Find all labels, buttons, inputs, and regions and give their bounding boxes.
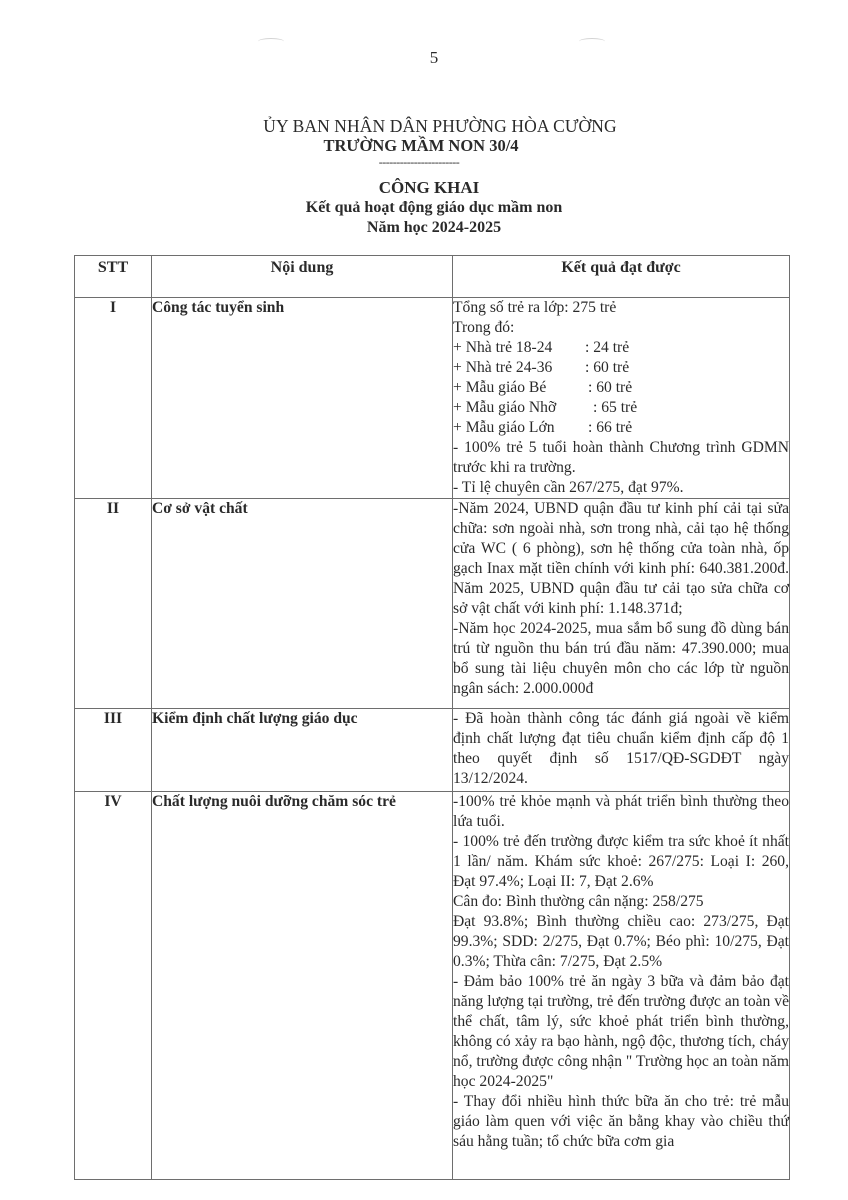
row-number: IV bbox=[75, 792, 152, 1180]
school-name: TRƯỜNG MẦM NON 30/4 bbox=[323, 136, 519, 155]
document-subtitle: Kết quả hoạt động giáo dục mầm non bbox=[305, 199, 563, 216]
breakdown-intro: Trong đó: bbox=[453, 319, 515, 336]
column-header-content: Nội dung bbox=[152, 256, 453, 298]
result-paragraph: -Năm học 2024-2025, mua sắm bổ sung đồ dùng bán trú từ nguồn thu bán trú đầu năm: 47.390.000; mua bổ sung tài liệu chuyên môn cho các lớp từ nguồn ngân sách: 2.000.000đ bbox=[453, 620, 789, 697]
breakdown-item: + Nhà trẻ 24-36 : 60 trẻ bbox=[453, 359, 630, 376]
page-number: 5 bbox=[429, 48, 439, 67]
row-result bbox=[453, 298, 790, 499]
breakdown-item: + Mẫu giáo Nhỡ : 65 trẻ bbox=[453, 399, 638, 416]
breakdown-item: + Nhà trẻ 18-24 : 24 trẻ bbox=[453, 339, 630, 356]
row-number: III bbox=[75, 709, 152, 792]
row-content: Công tác tuyển sinh bbox=[152, 298, 453, 499]
column-header-result: Kết quả đạt được bbox=[453, 256, 790, 298]
row-number: II bbox=[75, 499, 152, 709]
enrollment-total: Tổng số trẻ ra lớp: 275 trẻ bbox=[453, 299, 617, 316]
result-paragraph: Cân đo: Bình thường cân nặng: 258/275 bbox=[453, 893, 704, 910]
hole-punch-mark bbox=[579, 38, 605, 45]
result-paragraph: - 100% trẻ đến trường được kiểm tra sức khoẻ ít nhất 1 lần/ năm. Khám sức khoẻ: 267/275: Loại I: 260, Đạt 97.4%; Loại II: 7, Đạt 2.6% bbox=[453, 833, 789, 890]
row-number: I bbox=[75, 298, 152, 499]
result-note: - 100% trẻ 5 tuổi hoàn thành Chương trình GDMN trước khi ra trường. bbox=[453, 439, 789, 476]
table-row bbox=[75, 792, 790, 1180]
table-row bbox=[75, 499, 790, 709]
row-content: Kiểm định chất lượng giáo dục bbox=[152, 709, 453, 792]
result-note: - Tỉ lệ chuyên cần 267/275, đạt 97%. bbox=[453, 479, 684, 496]
table-row bbox=[75, 298, 790, 499]
header-separator: ----------------------- bbox=[378, 155, 460, 169]
result-paragraph: -Năm 2024, UBND quận đầu tư kinh phí cải tại sửa chữa: sơn ngoài nhà, sơn trong nhà, cải tạo hệ thống cửa WC ( 6 phòng), sơn hệ thống cửa toàn nhà, ốp gạch Inax mặt tiền chính với kinh phí: 640.381.200đ. Năm 2025, UBND quận đầu tư cải tạo sửa chữa cơ sở vật chất với kinh phí: 1.148.371đ; bbox=[453, 500, 789, 617]
document-header bbox=[0, 116, 848, 238]
organization-name: ỦY BAN NHÂN DÂN PHƯỜNG HÒA CƯỜNG bbox=[263, 116, 617, 136]
row-result bbox=[453, 709, 790, 792]
result-paragraph: - Đã hoàn thành công tác đánh giá ngoài về kiểm định chất lượng đạt tiêu chuẩn kiểm định cấp độ 1 theo quyết định số 1517/QĐ-SGDĐT ngày 13/12/2024. bbox=[453, 710, 789, 787]
breakdown-item: + Mẫu giáo Bé : 60 trẻ bbox=[453, 379, 633, 396]
row-result bbox=[453, 499, 790, 709]
table-header-row bbox=[75, 256, 790, 298]
school-year: Năm học 2024-2025 bbox=[366, 219, 502, 236]
breakdown-item: + Mẫu giáo Lớn : 66 trẻ bbox=[453, 419, 633, 436]
hole-punch-mark bbox=[258, 38, 284, 45]
row-result bbox=[453, 792, 790, 1180]
result-paragraph: - Đảm bảo 100% trẻ ăn ngày 3 bữa và đảm bảo đạt năng lượng tại trường, trẻ đến trường được an toàn về thể chất, tâm lý, sức khoẻ phát triển bình thường, không có xảy ra bạo hành, ngộ độc, thương tích, cháy nổ, trường được công nhận " Trường học an toàn năm học 2024-2025" bbox=[453, 973, 789, 1090]
row-content: Chất lượng nuôi dưỡng chăm sóc trẻ bbox=[152, 792, 453, 1180]
results-table bbox=[74, 255, 790, 1180]
table-row bbox=[75, 709, 790, 792]
document-title: CÔNG KHAI bbox=[378, 178, 480, 197]
result-paragraph: -100% trẻ khỏe mạnh và phát triển bình thường theo lứa tuổi. bbox=[453, 793, 789, 830]
result-paragraph: Đạt 93.8%; Bình thường chiều cao: 273/275, Đạt 99.3%; SDD: 2/275, Đạt 0.7%; Béo phì: 10/275, Đạt 0.3%; Thừa cân: 7/275, Đạt 2.5% bbox=[453, 913, 789, 970]
result-paragraph: - Thay đổi nhiều hình thức bữa ăn cho trẻ: trẻ mẫu giáo làm quen với việc ăn bằng khay vào chiều thứ sáu hằng tuần; tổ chức bữa cơm gia bbox=[453, 1093, 789, 1150]
row-content: Cơ sở vật chất bbox=[152, 499, 453, 709]
column-header-stt: STT bbox=[75, 256, 152, 298]
